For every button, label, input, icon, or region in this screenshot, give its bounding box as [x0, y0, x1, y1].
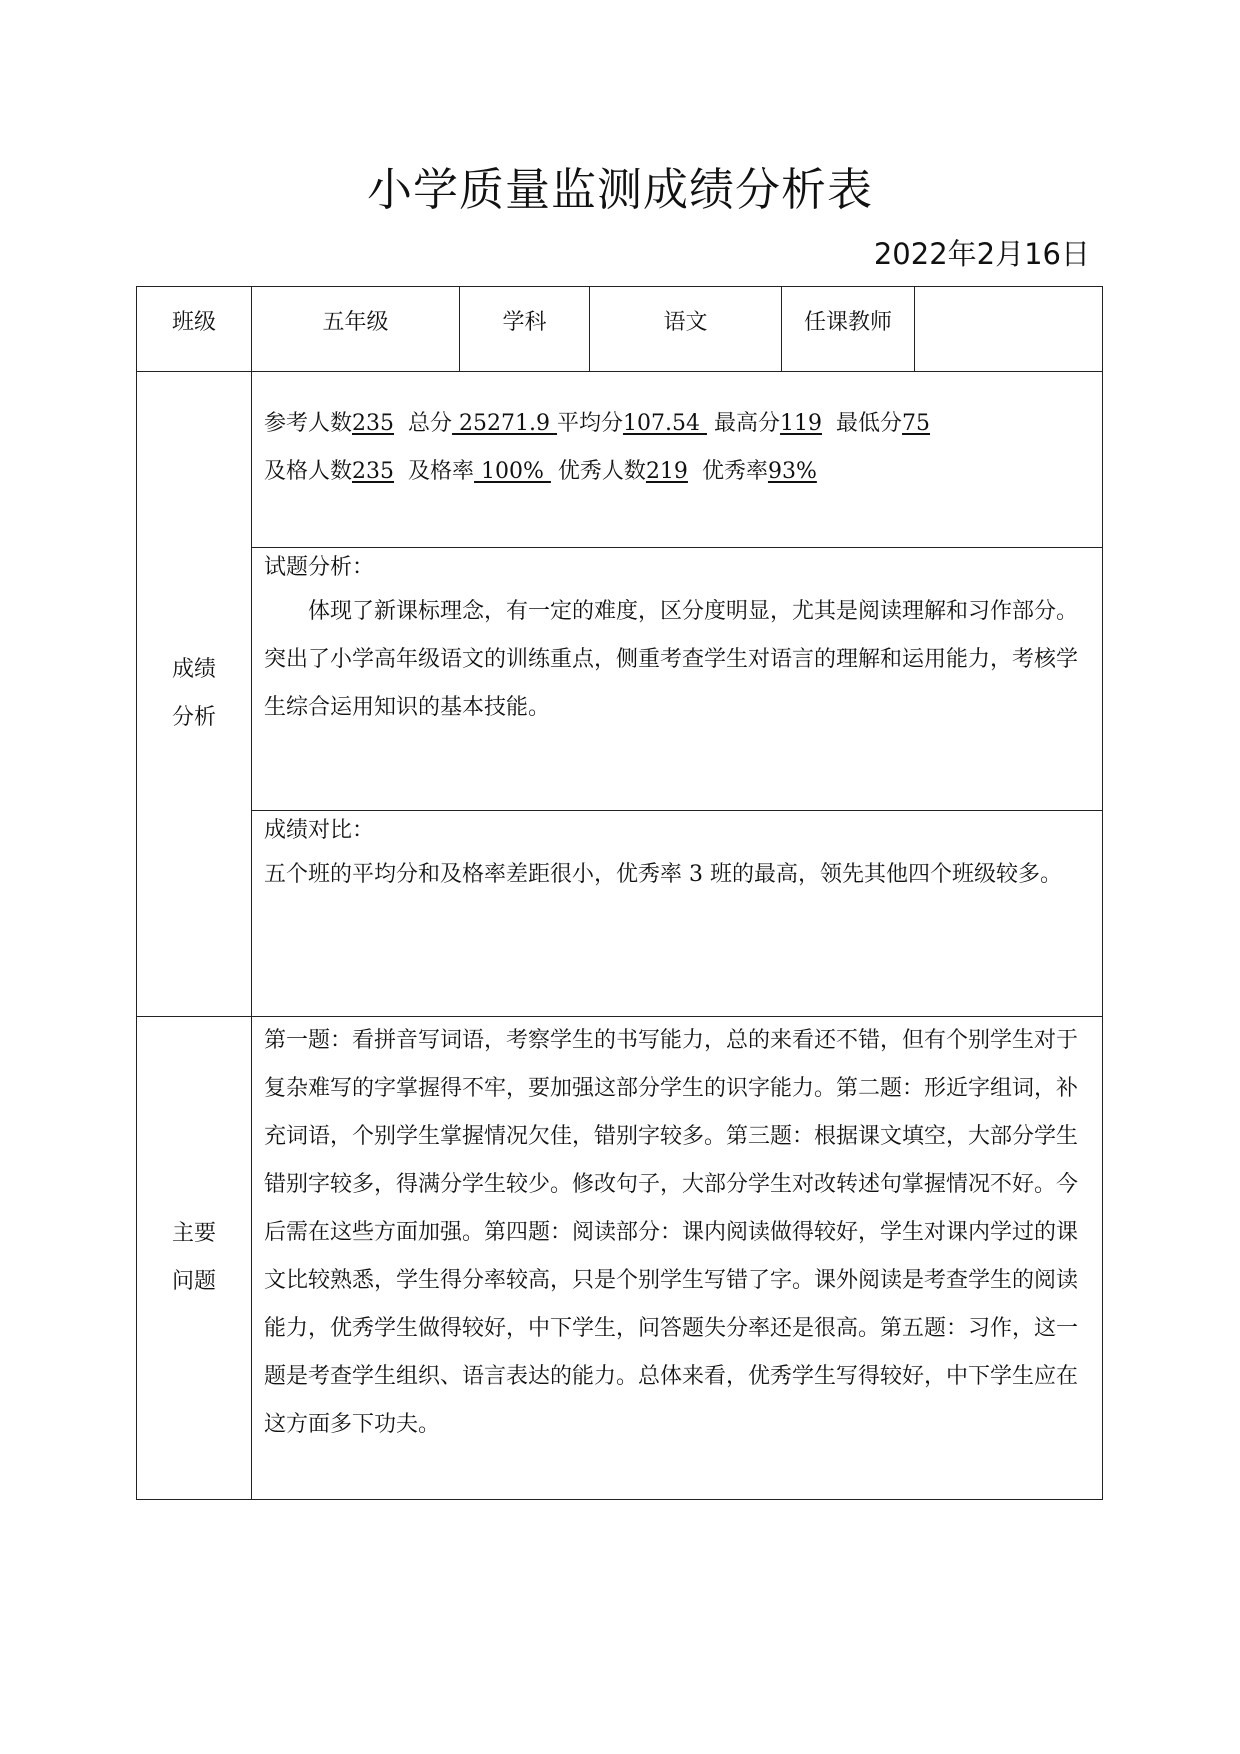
pass-rate-label: 及格率: [408, 459, 475, 484]
problems-label-cell: [137, 1017, 252, 1500]
subject-value-cell: [590, 287, 782, 372]
teacher-label-cell: [782, 287, 915, 372]
excellent-rate-value: 93%: [767, 459, 817, 484]
header-row: [137, 287, 1103, 372]
lowest-label: 最低分: [836, 411, 903, 436]
stats-line-1: [264, 400, 1090, 448]
problems-text: 第一题：看拼音写词语，考察学生的书写能力，总的来看还不错，但有个别学生对于复杂难写的字掌握得不牢，要加强这部分学生的识字能力。第二题：形近字组词，补充词语，个别学生掌握情况欠佳，错别字较多。第三题：根据课文填空，大部分学生错别字较多，得满分学生较少。修改句子，大部分学生对改转述句掌握情况不好。今后需在这些方面加强。第四题：阅读部分：课内阅读做得较好，学生对课内学过的课文比较熟悉，学生得分率较高，只是个别学生写错了字。课外阅读是考查学生的阅读能力，优秀学生做得较好，中下学生，问答题失分率还是很高。第五题：习作，这一题是考查学生组织、语言表达的能力。总体来看，优秀学生写得较好，中下学生应在这方面多下功夫。: [264, 1028, 1079, 1437]
excellent-rate-label: 优秀率: [701, 459, 768, 484]
problems-label-line1: 主要: [171, 1221, 216, 1246]
problems-row: [137, 1017, 1103, 1500]
comparison-text: 五个班的平均分和及格率差距很小，优秀率 3 班的最高，领先其他四个班级较多。: [264, 862, 1062, 887]
class-value: 五年级: [322, 310, 389, 335]
comparison-row: [137, 811, 1103, 1017]
average-label: 平均分: [557, 411, 624, 436]
participants-value: 235: [352, 411, 395, 436]
teacher-label: 任课教师: [803, 310, 892, 335]
pass-count-label: 及格人数: [264, 459, 353, 484]
document-title: 小学质量监测成绩分析表: [366, 163, 873, 216]
class-value-cell: [252, 287, 460, 372]
problems-cell: [252, 1017, 1103, 1500]
analysis-table: [136, 286, 1103, 1500]
stats-line-2: [264, 448, 1090, 496]
pass-rate-value: 100%: [474, 459, 551, 484]
question-analysis-text: 体现了新课标理念，有一定的难度，区分度明显，尤其是阅读理解和习作部分。突出了小学高年级语文的训练重点，侧重考查学生对语言的理解和运用能力，考核学生综合运用知识的基本技能。: [264, 599, 1079, 720]
comparison-cell: [252, 811, 1103, 1017]
pass-count-value: 235: [352, 459, 395, 484]
score-analysis-label-line2: 分析: [171, 705, 216, 730]
stats-cell: [252, 372, 1103, 548]
score-analysis-label-line1: 成绩: [171, 657, 216, 682]
problems-label-line2: 问题: [171, 1269, 216, 1294]
comparison-heading: 成绩对比：: [264, 818, 375, 843]
teacher-value-cell: [915, 287, 1103, 372]
stats-row: [137, 372, 1103, 548]
highest-value: 119: [780, 411, 823, 436]
score-analysis-label-cell: [137, 372, 252, 1017]
total-value: 25271.9: [452, 411, 557, 436]
lowest-value: 75: [902, 411, 931, 436]
question-analysis-heading: 试题分析：: [264, 555, 375, 580]
class-label: 班级: [171, 310, 216, 335]
highest-label: 最高分: [714, 411, 781, 436]
total-label: 总分: [408, 411, 453, 436]
subject-label: 学科: [502, 310, 547, 335]
subject-label-cell: [460, 287, 590, 372]
excellent-count-value: 219: [645, 459, 688, 484]
participants-label: 参考人数: [264, 411, 353, 436]
question-analysis-cell: [252, 548, 1103, 811]
excellent-count-label: 优秀人数: [557, 459, 646, 484]
average-value: 107.54: [623, 411, 707, 436]
subject-value: 语文: [663, 310, 708, 335]
question-analysis-row: [137, 548, 1103, 811]
document-date: 2022年2月16日: [873, 237, 1090, 271]
class-label-cell: [137, 287, 252, 372]
